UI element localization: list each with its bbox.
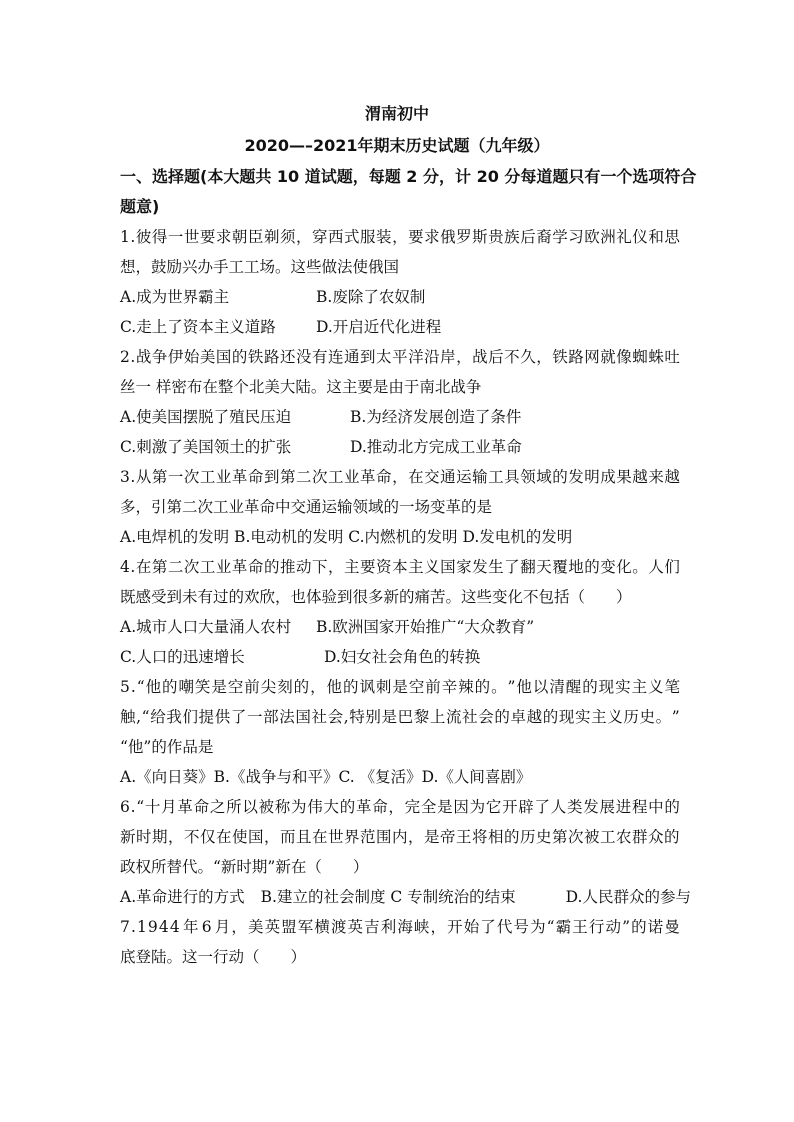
question-stem-line: 1 . 彼 得 一 世 要 求 朝 臣 剃 须 ， 穿 西 式 服 装 ， 要 求 俄 罗 斯 贵 族 后 裔 学 习 欧 洲 礼 仪 和 思 — [120, 228, 680, 246]
question-stem-line: 底登陆。这一行动（ ） — [120, 948, 307, 966]
question-stem-line: 触 , “ 给 我 们 提 供 了 一 部 法 国 社 会 , 特 别 是 巴 黎 上 流 社 会 的 卓 越 的 现 实 主 义 历 史 。 ” — [120, 708, 680, 726]
question-6 — [120, 792, 691, 912]
options-row: A.《向日葵》B.《战争与和平》C. 《复活》D.《人间喜剧》 — [120, 768, 532, 786]
question-stem-line: 7 . 1 9 4 4 年 6 月 ， 美 英 盟 军 横 渡 英 吉 利 海 峡 ， 开 始 了 代 号 为 “ 霸 王 行 动 ” 的 诺 曼 — [120, 918, 680, 936]
exam-title: 2020—–2021年期末历史试题（九年级） — [244, 136, 550, 155]
school-name: 渭南初中 — [364, 104, 429, 123]
option-c: C.刺激了美国领土的扩张 — [120, 438, 292, 456]
question-7 — [120, 912, 680, 972]
option-c: C.人口的迅速增长 — [120, 648, 245, 666]
option-b: B.为经济发展创造了条件 — [350, 408, 522, 426]
options-row — [120, 882, 691, 912]
question-4 — [120, 552, 680, 672]
option-d: D.开启近代化进程 — [316, 318, 442, 336]
options-row — [120, 642, 680, 672]
option-a: A.成为世界霸主 — [120, 288, 230, 306]
question-stem-line: 想，鼓励兴办手工工场。这些做法使俄国 — [120, 258, 400, 276]
question-stem-line: 4 . 在 第 二 次 工 业 革 命 的 推 动 下 ， 主 要 资 本 主 义 国 家 发 生 了 翻 天 覆 地 的 变 化 。 人 们 — [120, 558, 680, 576]
option-c: C.走上了资本主义道路 — [120, 318, 276, 336]
question-stem-line: 既感受到未有过的欢欣，也体验到很多新的痛苦。这些变化不包括（ ） — [120, 588, 632, 606]
question-stem-line: 政权所替代。“新时期”新在（ ） — [120, 858, 369, 876]
question-5 — [120, 672, 680, 792]
question-stem-line: 6 . “ 十 月 革 命 之 所 以 被 称 为 伟 大 的 革 命 ， 完 全 是 因 为 它 开 辟 了 人 类 发 展 进 程 中 的 — [120, 798, 680, 816]
question-stem-line: 3 . 从 第 一 次 工 业 革 命 到 第 二 次 工 业 革 命 ， 在 交 通 运 输 工 具 领 域 的 发 明 成 果 越 来 越 — [120, 468, 680, 486]
option-b: B.欧洲国家开始推广“大众教育” — [316, 618, 535, 636]
section-heading-line1: 一、选择题(本大题共 10 道试题，每题 2 分，计 20 分每道题只有一个选项符合 — [120, 167, 697, 186]
question-1 — [120, 222, 680, 342]
question-list — [120, 222, 691, 972]
options-row: A.电焊机的发明 B.电动机的发明 C.内燃机的发明 D.发电机的发明 — [120, 528, 573, 546]
options-row — [120, 282, 680, 312]
section-heading — [120, 162, 697, 222]
option-a: A.城市人口大量涌人农村 — [120, 618, 292, 636]
option-a: A.革命进行的方式 — [120, 888, 245, 906]
option-b-c: B.建立的社会制度 C 专制统治的结束 — [260, 888, 516, 906]
question-stem-line: “他”的作品是 — [120, 738, 214, 756]
option-d: D.推动北方完成工业革命 — [350, 438, 522, 456]
options-row — [120, 432, 680, 462]
question-stem-line: 多，引第二次工业革命中交通运输领域的一场变革的是 — [120, 498, 493, 516]
options-row — [120, 402, 680, 432]
question-2 — [120, 342, 680, 462]
question-stem-line: 丝一 样密布在整个北美大陆。这主要是由于南北战争 — [120, 378, 482, 396]
option-a: A.使美国摆脱了殖民压迫 — [120, 408, 292, 426]
options-row — [120, 312, 680, 342]
question-stem-line: 5 . “ 他 的 嘲 笑 是 空 前 尖 刻 的 ， 他 的 讽 刺 是 空 前 辛 辣 的 。 ” 他 以 清 醒 的 现 实 主 义 笔 — [120, 678, 680, 696]
question-stem-line: 2 . 战 争 伊 始 美 国 的 铁 路 还 没 有 连 通 到 太 平 洋 沿 岸 ， 战 后 不 久 ， 铁 路 网 就 像 蜘 蛛 吐 — [120, 348, 680, 366]
option-d: D.人民群众的参与 — [565, 888, 691, 906]
options-row — [120, 612, 680, 642]
option-b: B.废除了农奴制 — [316, 288, 426, 306]
question-3 — [120, 462, 680, 552]
section-heading-line2: 题意) — [120, 197, 160, 216]
option-d: D.妇女社会角色的转换 — [324, 648, 481, 666]
question-stem-line: 新 时 期 ， 不 仅 在 使 国 ， 而 且 在 世 界 范 围 内 ， 是 帝 王 将 相 的 历 史 第 次 被 工 农 群 众 的 — [120, 828, 680, 846]
